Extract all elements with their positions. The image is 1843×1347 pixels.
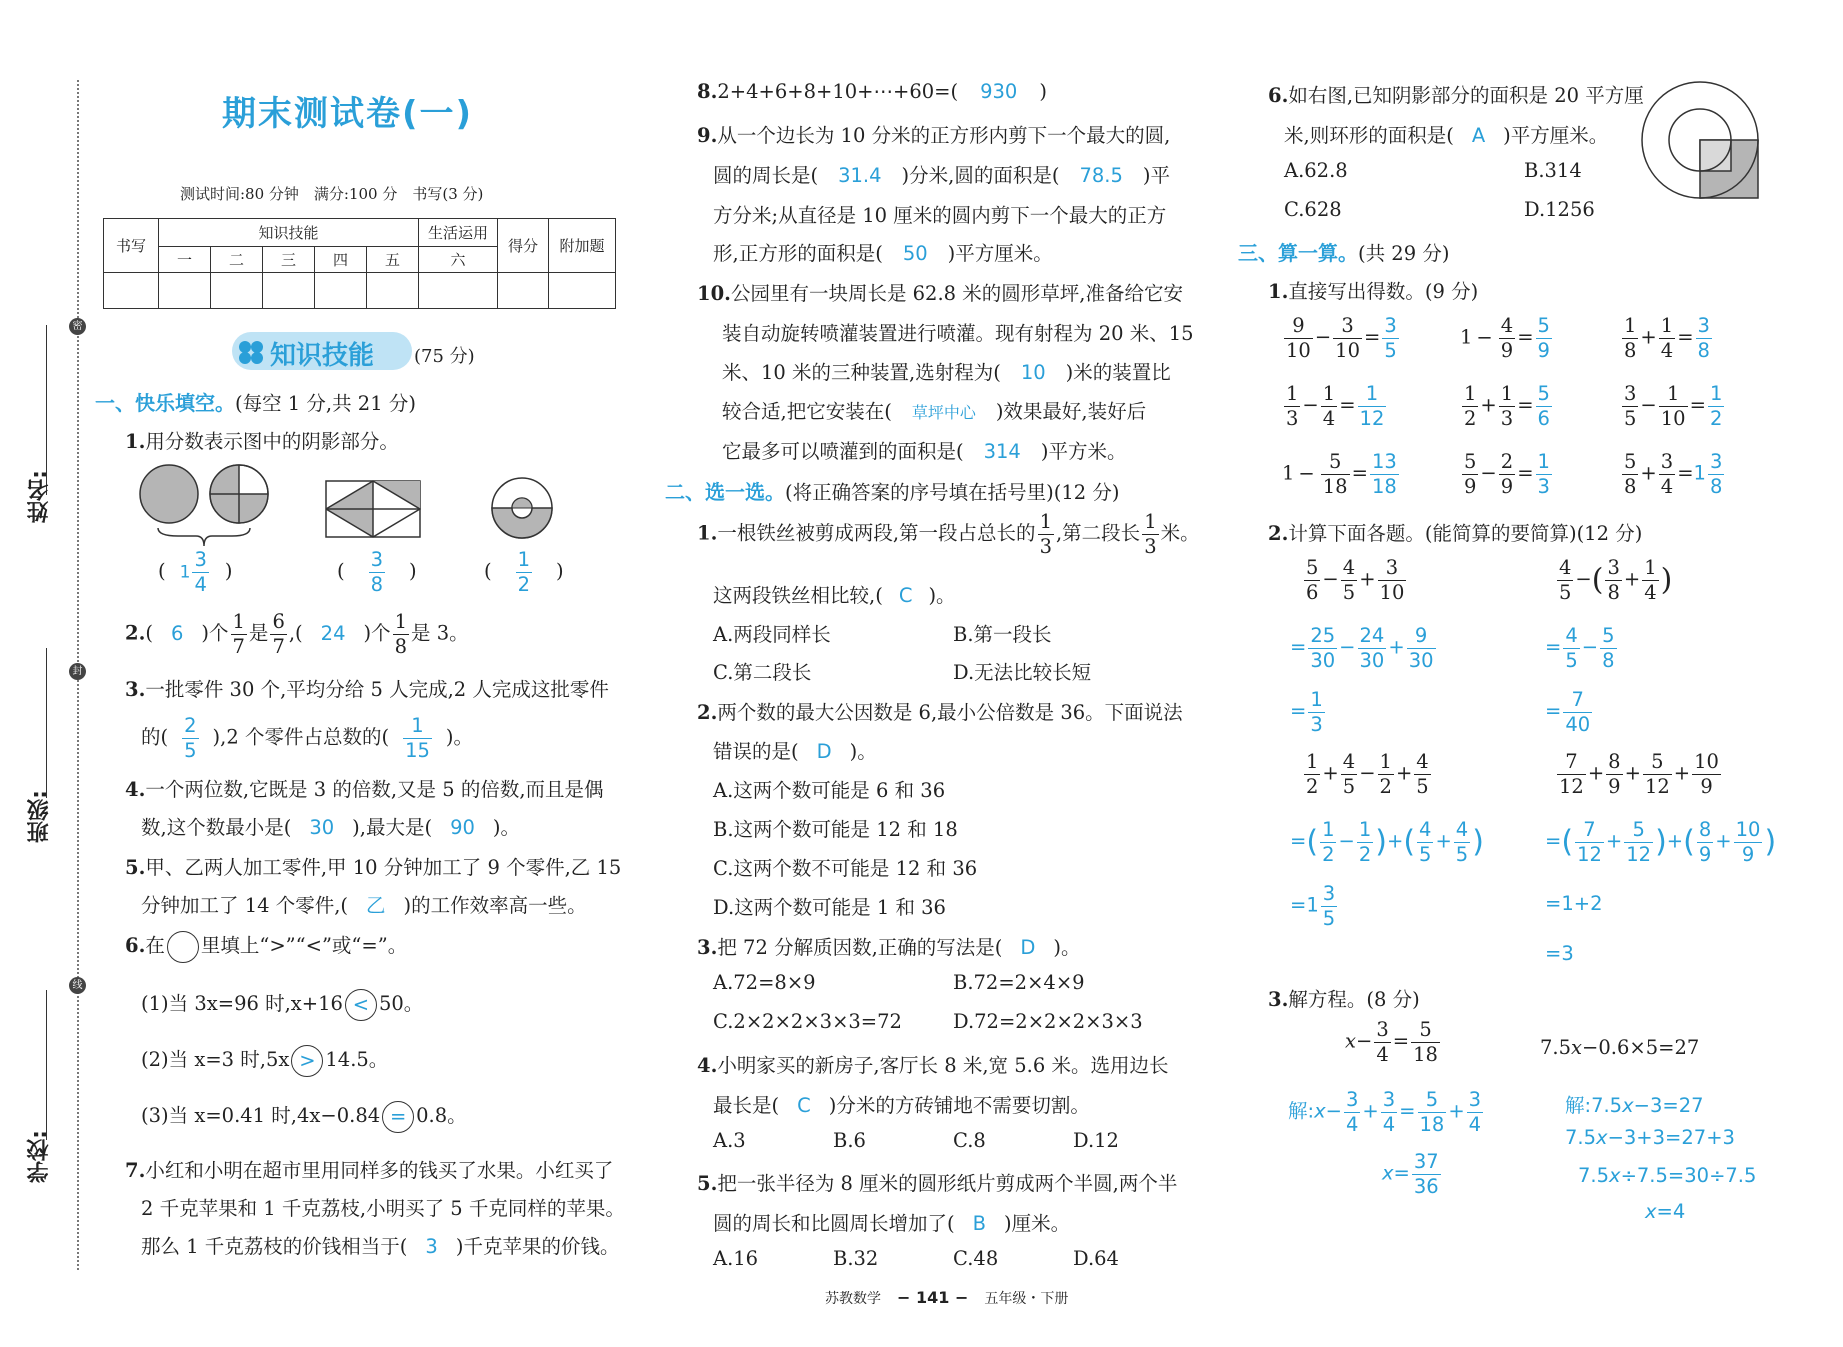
q1-answer2: ( $\frac{3}{8}$ ): [337, 548, 417, 596]
figure-rectangle: [325, 480, 421, 538]
col-shuxie: 书写: [104, 219, 159, 273]
q9-line3: 方分米;从直径是 10 厘米的圆内剪下一个最大的正方: [713, 204, 1167, 227]
q6-sub1: (1)当 3x=96 时,x+16 < 50。: [141, 988, 423, 1021]
score-cell[interactable]: [263, 273, 315, 309]
c5-option-c: C.48: [953, 1247, 999, 1270]
c5-line1: 5.把一张半径为 8 厘米的圆形纸片剪成两个半圆,两个半: [697, 1172, 1178, 1195]
section2-heading: 二、选一选。(将正确答案的序号填在括号里)(12 分): [665, 480, 1120, 504]
mental-8: $\frac{5}{9}$ − $\frac{2}{9}$ = $\frac{1}{3}$: [1464, 450, 1550, 498]
q7-line2: 2 千克苹果和 1 千克荔枝,小明买了 5 千克同样的苹果。: [141, 1197, 625, 1220]
score-table: [103, 218, 616, 309]
score-cell[interactable]: [367, 273, 419, 309]
eq-2: 7.5x−0.6×5=27: [1540, 1036, 1700, 1059]
calc-4-step3: =3: [1545, 942, 1574, 965]
col-zhishi: 知识技能: [159, 219, 419, 247]
c2-option-a: A.这两个数可能是 6 和 36: [713, 779, 946, 802]
q8: 8.2+4+6+8+10+⋯+60=( 930 ): [697, 80, 1047, 103]
c1-line2: 这两段铁丝相比较,( C )。: [713, 584, 956, 607]
mental-2: 1 − $\frac{4}{9}$ = $\frac{5}{9}$: [1460, 314, 1550, 362]
c5-line2: 圆的周长和比圆周长增加了( B )厘米。: [713, 1212, 1071, 1235]
mental-6: $\frac{3}{5}$ − $\frac{1}{10}$ = $\frac{1}{2}$: [1624, 382, 1723, 430]
mental-5: $\frac{1}{2}$ + $\frac{1}{3}$ = $\frac{5}{6}$: [1464, 382, 1550, 430]
q10-line2: 装自动旋转喷灌装置进行喷灌。现有射程为 20 米、15: [722, 322, 1194, 345]
q1-answer1: ( 1 $\frac{3}{4}$ ): [158, 548, 233, 596]
c6-line2: 米,则环形的面积是( A )平方厘米。: [1284, 124, 1609, 147]
c5-option-b: B.32: [833, 1247, 879, 1270]
figure-two-circles: [138, 462, 272, 554]
col-3: 三: [263, 247, 315, 273]
col-1: 一: [159, 247, 211, 273]
col-shenghuo: 生活运用: [419, 219, 498, 247]
q7-line1: 7.小红和小明在超市里用同样多的钱买了水果。小红买了: [125, 1159, 614, 1182]
eq-1: x− $\frac{3}{4}$ = $\frac{5}{18}$: [1345, 1018, 1438, 1066]
d1: 1.直接写出得数。(9 分): [1268, 280, 1479, 303]
score-cell[interactable]: [104, 273, 159, 309]
name-label: 姓名:: [27, 470, 52, 523]
mental-4: $\frac{1}{3}$ − $\frac{1}{4}$ = $\frac{1}{12}$: [1286, 382, 1385, 430]
calc-1-step2: = $\frac{1}{3}$: [1290, 688, 1323, 736]
c2-option-b: B.这两个数可能是 12 和 18: [713, 818, 958, 841]
eq-1-step1: 解:x− $\frac{3}{4}$ + $\frac{3}{4}$ = $\frac{5}{18}$ + $\frac{3}{4}$: [1288, 1088, 1482, 1136]
page-title: 期末测试卷(一): [222, 94, 474, 134]
col-2: 二: [211, 247, 263, 273]
calc-4-step1: =( $\frac{7}{12}$ + $\frac{5}{12}$ )+( $\frac{8}{9}$ + $\frac{10}{9}$ ): [1545, 818, 1777, 866]
q6-sub3: (3)当 x=0.41 时,4x−0.84 = 0.8。: [141, 1100, 467, 1133]
c4-line1: 4.小明家买的新房子,客厅长 8 米,宽 5.6 米。选用边长: [697, 1054, 1169, 1077]
calc-2-step1: = $\frac{4}{5}$ − $\frac{5}{8}$: [1545, 624, 1615, 672]
eq-2-step2: 7.5x−3+3=27+3: [1565, 1126, 1735, 1149]
q3-line1: 3.一批零件 30 个,平均分给 5 人完成,2 人完成这批零件: [125, 678, 609, 701]
eq-1-step2: x= $\frac{37}{36}$: [1382, 1150, 1439, 1198]
footer: 苏教数学 − 141 − 五年级・下册: [825, 1288, 1069, 1307]
c3-option-d: D.72=2×2×2×3×3: [953, 1010, 1143, 1033]
c6-option-d: D.1256: [1524, 198, 1595, 221]
section-score: (75 分): [414, 346, 475, 367]
c6-option-c: C.628: [1284, 198, 1342, 221]
q10-line1: 10.公园里有一块周长是 62.8 米的圆形草坪,准备给它安: [697, 282, 1183, 305]
section-label: 知识技能: [270, 341, 375, 371]
school-label: 学校:: [27, 1130, 52, 1183]
figure-annulus: [1640, 80, 1760, 200]
calc-4: $\frac{7}{12}$ + $\frac{8}{9}$ + $\frac{5}{12}$ + $\frac{10}{9}$: [1559, 750, 1719, 798]
exam-info: 测试时间:80 分钟 满分:100 分 书写(3 分): [180, 185, 484, 203]
score-cell[interactable]: [419, 273, 498, 309]
c3-line1: 3.把 72 分解质因数,正确的写法是( D )。: [697, 936, 1081, 959]
c4-option-b: B.6: [833, 1129, 866, 1152]
c5-option-a: A.16: [713, 1247, 759, 1270]
c2-line2: 错误的是( D )。: [713, 740, 877, 763]
q10-line5: 它最多可以喷灌到的面积是( 314 )平方米。: [722, 440, 1127, 463]
calc-2-step2: = $\frac{7}{40}$: [1545, 688, 1591, 736]
c1-option-c: C.第二段长: [713, 661, 812, 684]
q10-line4: 较合适,把它安装在( 草坪中心 )效果最好,装好后: [722, 400, 1147, 423]
calc-3-step1: =( $\frac{1}{2}$ − $\frac{1}{2}$ )+( $\frac{4}{5}$ + $\frac{4}{5}$ ): [1290, 818, 1484, 866]
c1-option-d: D.无法比较长短: [953, 661, 1092, 684]
q9-line2: 圆的周长是( 31.4 )分米,圆的面积是( 78.5 )平: [713, 164, 1170, 187]
q10-line3: 米、10 米的三种装置,选射程为( 10 )米的装置比: [722, 361, 1171, 384]
c6-line1: 6.如右图,已知阴影部分的面积是 20 平方厘: [1268, 84, 1644, 107]
q1: 1.用分数表示图中的阴影部分。: [125, 430, 399, 453]
q2: 2.( 6 )个 $\frac{1}{7}$ 是 $\frac{6}{7}$ ,( 24 )个 $\frac{1}{8}$ 是 3。: [125, 610, 469, 658]
q4-line1: 4.一个两位数,它既是 3 的倍数,又是 5 的倍数,而且是偶: [125, 778, 604, 801]
c6-option-a: A.62.8: [1284, 159, 1348, 182]
calc-1: $\frac{5}{6}$ − $\frac{4}{5}$ + $\frac{3}{10}$: [1306, 556, 1405, 604]
mental-3: $\frac{1}{8}$ + $\frac{1}{4}$ = $\frac{3}{8}$: [1624, 314, 1710, 362]
q5-line2: 分钟加工了 14 个零件,( 乙 )的工作效率高一些。: [141, 894, 587, 917]
figure-ring: [490, 476, 554, 540]
c6-option-b: B.314: [1524, 159, 1582, 182]
col-defen: 得分: [498, 219, 549, 273]
c5-option-d: D.64: [1073, 1247, 1119, 1270]
c1-option-a: A.两段同样长: [713, 623, 831, 646]
q3-line2: 的( $\frac{2}{5}$ ),2 个零件占总数的( $\frac{1}{15}$ )。: [141, 714, 473, 762]
score-cell[interactable]: [549, 273, 616, 309]
c1-line1: 1.一根铁丝被剪成两段,第一段占总长的 $\frac{1}{3}$ ,第二段长 $\frac{1}{3}$ 米。: [697, 510, 1200, 558]
eq-2-step3: 7.5x÷7.5=30÷7.5: [1578, 1164, 1757, 1187]
col-fujia: 附加题: [549, 219, 616, 273]
d2: 2.计算下面各题。(能简算的要简算)(12 分): [1268, 522, 1643, 545]
d3: 3.解方程。(8 分): [1268, 988, 1420, 1011]
seal-feng: 封: [69, 663, 86, 680]
c1-option-b: B.第一段长: [953, 623, 1052, 646]
score-cell[interactable]: [159, 273, 211, 309]
section3-heading: 三、算一算。(共 29 分): [1238, 241, 1450, 265]
q9-line1: 9.从一个边长为 10 分米的正方形内剪下一个最大的圆,: [697, 124, 1171, 147]
col-6: 六: [419, 247, 498, 273]
c3-option-c: C.2×2×2×3×3=72: [713, 1010, 902, 1033]
class-line: [46, 648, 47, 798]
calc-3: $\frac{1}{2}$ + $\frac{4}{5}$ − $\frac{1}{2}$ + $\frac{4}{5}$: [1306, 750, 1429, 798]
q7-line3: 那么 1 千克荔枝的价钱相当于( 3 )千克苹果的价钱。: [141, 1235, 620, 1258]
score-cell[interactable]: [498, 273, 549, 309]
q5-line1: 5.甲、乙两人加工零件,甲 10 分钟加工了 9 个零件,乙 15: [125, 856, 622, 879]
c3-option-a: A.72=8×9: [713, 971, 816, 994]
q6-sub2: (2)当 x=3 时,5x > 14.5。: [141, 1044, 388, 1077]
q4-line2: 数,这个数最小是( 30 ),最大是( 90 )。: [141, 816, 520, 839]
seal-xian: 线: [69, 977, 86, 994]
section1-heading: 一、快乐填空。(每空 1 分,共 21 分): [95, 391, 416, 415]
col-4: 四: [315, 247, 367, 273]
seal-mi: 密: [69, 318, 86, 335]
c2-option-d: D.这两个数可能是 1 和 36: [713, 896, 946, 919]
q9-line4: 形,正方形的面积是( 50 )平方厘米。: [713, 242, 1053, 265]
clover-icon: [238, 340, 264, 364]
q1-answer3: ( $\frac{1}{2}$ ): [484, 548, 564, 596]
eq-2-step4: x=4: [1645, 1200, 1686, 1223]
c4-option-c: C.8: [953, 1129, 986, 1152]
calc-2: $\frac{4}{5}$ −( $\frac{3}{8}$ + $\frac{1}{4}$ ): [1559, 556, 1673, 604]
c2-option-c: C.这两个数不可能是 12 和 36: [713, 857, 978, 880]
c4-option-a: A.3: [713, 1129, 746, 1152]
score-cell[interactable]: [315, 273, 367, 309]
mental-9: $\frac{5}{8}$ + $\frac{3}{4}$ =1 $\frac{3}{8}$: [1624, 450, 1723, 498]
mental-7: 1 − $\frac{5}{18}$ = $\frac{13}{18}$: [1282, 450, 1397, 498]
q6: 6.在 里填上“>”“<”或“=”。: [125, 930, 407, 963]
calc-3-step2: =1 $\frac{3}{5}$: [1290, 882, 1336, 930]
c3-option-b: B.72=2×4×9: [953, 971, 1085, 994]
class-label: 班级:: [27, 790, 52, 843]
c4-option-d: D.12: [1073, 1129, 1119, 1152]
col-5: 五: [367, 247, 419, 273]
score-cell[interactable]: [211, 273, 263, 309]
c4-line2: 最长是( C )分米的方砖铺地不需要切割。: [713, 1094, 1090, 1117]
c2-line1: 2.两个数的最大公因数是 6,最小公倍数是 36。下面说法: [697, 701, 1183, 724]
eq-2-step1: 解:7.5x−3=27: [1565, 1094, 1704, 1117]
calc-1-step1: = $\frac{25}{30}$ − $\frac{24}{30}$ + $\frac{9}{30}$: [1290, 624, 1434, 672]
school-line: [46, 990, 47, 1140]
mental-1: $\frac{9}{10}$ − $\frac{3}{10}$ = $\frac{3}{5}$: [1286, 314, 1397, 362]
calc-4-step2: =1+2: [1545, 892, 1603, 915]
